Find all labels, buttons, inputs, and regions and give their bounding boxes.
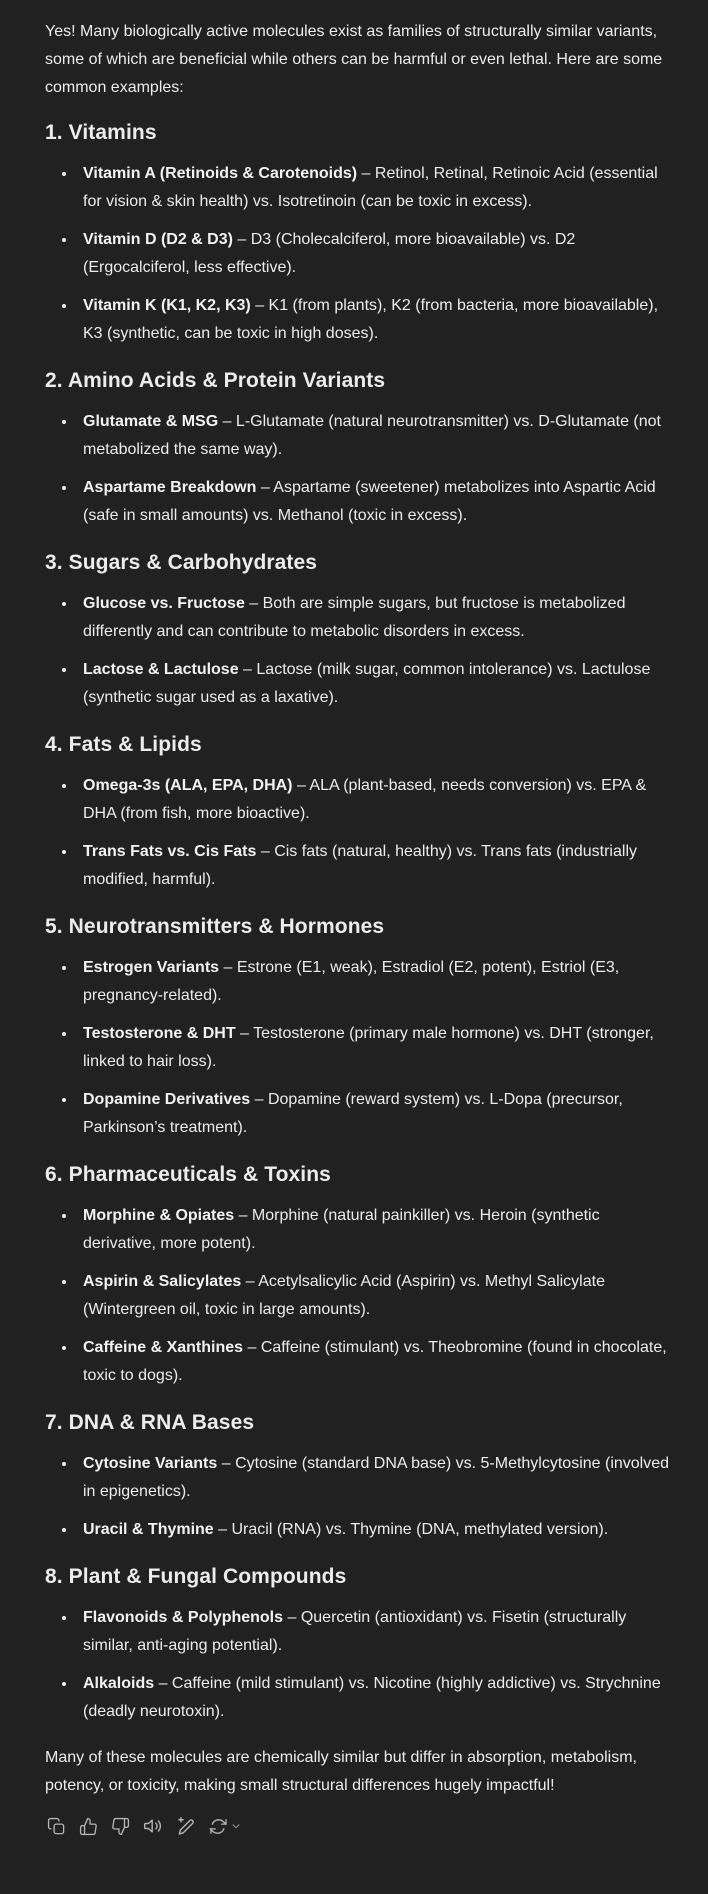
section-heading: 6. Pharmaceuticals & Toxins	[45, 1163, 331, 1186]
list-item	[77, 408, 673, 464]
content-section	[45, 548, 673, 712]
list-item-desc: – Lactose (milk sugar, common intolerance) vs. Lactulose (synthetic sugar used as a laxative).	[83, 661, 651, 706]
list-item-term: Aspirin & Salicylates	[83, 1273, 242, 1290]
thumbs-down-icon	[111, 1817, 130, 1836]
section-list	[45, 954, 673, 1142]
pencil-sparkle-icon	[176, 1816, 196, 1836]
list-item-term: Uracil & Thymine	[83, 1521, 214, 1538]
list-item-term: Testosterone & DHT	[83, 1025, 236, 1042]
list-item	[77, 226, 673, 282]
list-item-desc: – Retinol, Retinal, Retinoic Acid (essential for vision & skin health) vs. Isotretinoin (can be toxic in excess).	[83, 165, 658, 210]
content-section	[45, 1160, 673, 1390]
message-actions-toolbar	[45, 1814, 673, 1848]
content-section	[45, 366, 673, 530]
list-item-desc: – Cis fats (natural, healthy) vs. Trans fats (industrially modified, harmful).	[83, 843, 637, 888]
section-list	[45, 772, 673, 894]
content-section	[45, 912, 673, 1142]
list-item	[77, 954, 673, 1010]
list-item-term: Vitamin A (Retinoids & Carotenoids)	[83, 165, 358, 182]
section-heading: 5. Neurotransmitters & Hormones	[45, 915, 385, 938]
thumbs-down-button[interactable]	[109, 1815, 132, 1838]
section-list	[45, 590, 673, 712]
content-section	[45, 1562, 673, 1726]
list-item	[77, 656, 673, 712]
section-heading: 2. Amino Acids & Protein Variants	[45, 369, 386, 392]
list-item-term: Trans Fats vs. Cis Fats	[83, 843, 257, 860]
read-aloud-button[interactable]	[141, 1814, 165, 1838]
regenerate-icon	[209, 1817, 228, 1836]
list-item	[77, 1268, 673, 1324]
section-heading: 4. Fats & Lipids	[45, 733, 202, 756]
list-item-term: Glutamate & MSG	[83, 413, 219, 430]
section-heading: 8. Plant & Fungal Compounds	[45, 1565, 347, 1588]
list-item-desc: – Cytosine (standard DNA base) vs. 5-Methylcytosine (involved in epigenetics).	[83, 1455, 670, 1500]
list-item-desc: – Quercetin (antioxidant) vs. Fisetin (structurally similar, anti-aging potential).	[83, 1609, 627, 1654]
list-item-term: Cytosine Variants	[83, 1455, 218, 1472]
list-item	[77, 838, 673, 894]
copy-button[interactable]	[45, 1815, 68, 1838]
edit-button[interactable]	[174, 1814, 198, 1838]
list-item-desc: – Dopamine (reward system) vs. L-Dopa (precursor, Parkinson’s treatment).	[83, 1091, 623, 1136]
section-list	[45, 1450, 673, 1544]
list-item-desc: – Caffeine (mild stimulant) vs. Nicotine (highly addictive) vs. Strychnine (deadly neurotoxin).	[83, 1675, 661, 1720]
list-item	[77, 160, 673, 216]
list-item-desc: – Both are simple sugars, but fructose is metabolized differently and can contribute to metabolic disorders in excess.	[83, 595, 626, 640]
list-item-desc: – Aspartame (sweetener) metabolizes into Aspartic Acid (safe in small amounts) vs. Methanol (toxic in excess).	[83, 479, 656, 524]
section-heading: 3. Sugars & Carbohydrates	[45, 551, 318, 574]
content-section	[45, 730, 673, 894]
list-item	[77, 1086, 673, 1142]
list-item	[77, 474, 673, 530]
section-list	[45, 408, 673, 530]
list-item-desc: – K1 (from plants), K2 (from bacteria, more bioavailable), K3 (synthetic, can be toxic in high doses).	[83, 297, 659, 342]
section-list	[45, 1202, 673, 1390]
content-section	[45, 118, 673, 348]
list-item	[77, 772, 673, 828]
copy-icon	[47, 1817, 66, 1836]
list-item-term: Vitamin D (D2 & D3)	[83, 231, 233, 248]
list-item	[77, 1516, 673, 1544]
thumbs-up-icon	[79, 1817, 98, 1836]
sections	[45, 118, 673, 1726]
list-item-term: Morphine & Opiates	[83, 1207, 235, 1224]
section-heading: 1. Vitamins	[45, 121, 157, 144]
list-item-term: Dopamine Derivatives	[83, 1091, 251, 1108]
content-section	[45, 1408, 673, 1544]
list-item-term: Aspartame Breakdown	[83, 479, 257, 496]
list-item-desc: – Acetylsalicylic Acid (Aspirin) vs. Methyl Salicylate (Wintergreen oil, toxic in large amounts).	[83, 1273, 605, 1318]
list-item-term: Glucose vs. Fructose	[83, 595, 245, 612]
section-list	[45, 160, 673, 348]
list-item	[77, 1202, 673, 1258]
list-item-term: Lactose & Lactulose	[83, 661, 239, 678]
section-list	[45, 1604, 673, 1726]
list-item-term: Flavonoids & Polyphenols	[83, 1609, 284, 1626]
list-item	[77, 292, 673, 348]
list-item-term: Vitamin K (K1, K2, K3)	[83, 297, 251, 314]
list-item	[77, 1604, 673, 1660]
list-item-term: Estrogen Variants	[83, 959, 220, 976]
list-item-desc: – Estrone (E1, weak), Estradiol (E2, potent), Estriol (E3, pregnancy-related).	[83, 959, 620, 1004]
list-item	[77, 1334, 673, 1390]
regenerate-button[interactable]	[207, 1815, 244, 1838]
list-item-term: Omega-3s (ALA, EPA, DHA)	[83, 777, 293, 794]
list-item-desc: – Caffeine (stimulant) vs. Theobromine (found in chocolate, toxic to dogs).	[83, 1339, 667, 1384]
list-item	[77, 590, 673, 646]
outro-paragraph: Many of these molecules are chemically similar but differ in absorption, metabolism, potency, or toxicity, making small structural differences hugely impactful!	[45, 1749, 637, 1794]
list-item-desc: – L-Glutamate (natural neurotransmitter) vs. D-Glutamate (not metabolized the same way).	[83, 413, 661, 458]
thumbs-up-button[interactable]	[77, 1815, 100, 1838]
section-heading: 7. DNA & RNA Bases	[45, 1411, 255, 1434]
list-item-desc: – ALA (plant-based, needs conversion) vs. EPA & DHA (from fish, more bioactive).	[83, 777, 647, 822]
list-item-desc: – D3 (Cholecalciferol, more bioavailable) vs. D2 (Ergocalciferol, less effective).	[83, 231, 576, 276]
list-item	[77, 1020, 673, 1076]
list-item-desc: – Uracil (RNA) vs. Thymine (DNA, methylated version).	[213, 1521, 609, 1538]
list-item	[77, 1670, 673, 1726]
list-item-desc: – Morphine (natural painkiller) vs. Heroin (synthetic derivative, more potent).	[83, 1207, 600, 1252]
speaker-icon	[143, 1816, 163, 1836]
list-item-desc: – Testosterone (primary male hormone) vs. DHT (stronger, linked to hair loss).	[83, 1025, 654, 1070]
list-item-term: Caffeine & Xanthines	[83, 1339, 244, 1356]
intro-paragraph: Yes! Many biologically active molecules exist as families of structurally similar variants, some of which are beneficial while others can be harmful or even lethal. Here are some common examples:	[45, 23, 663, 96]
list-item-term: Alkaloids	[83, 1675, 155, 1692]
list-item	[77, 1450, 673, 1506]
chevron-down-icon	[230, 1820, 242, 1832]
